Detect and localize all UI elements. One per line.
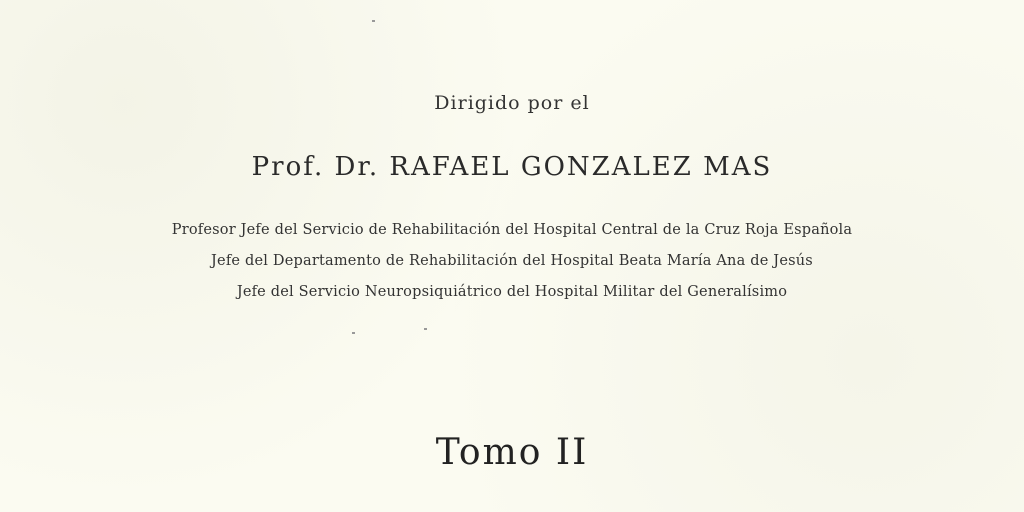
print-speck	[352, 332, 355, 334]
affiliation-line: Profesor Jefe del Servicio de Rehabilitación del Hospital Central de la Cruz Roja Española	[171, 222, 853, 238]
affiliation-line: Jefe del Departamento de Rehabilitación del Hospital Beata María Ana de Jesús	[211, 253, 813, 269]
print-speck	[424, 328, 427, 330]
print-speck	[372, 20, 375, 22]
affiliation-line: Jefe del Servicio Neuropsiquiátrico del Hospital Militar del Generalísimo	[236, 284, 788, 300]
directed-by-text: Dirigido por el	[434, 92, 590, 114]
volume-title: Tomo II	[435, 432, 589, 473]
author-name: Prof. Dr. RAFAEL GONZALEZ MAS	[251, 152, 773, 182]
